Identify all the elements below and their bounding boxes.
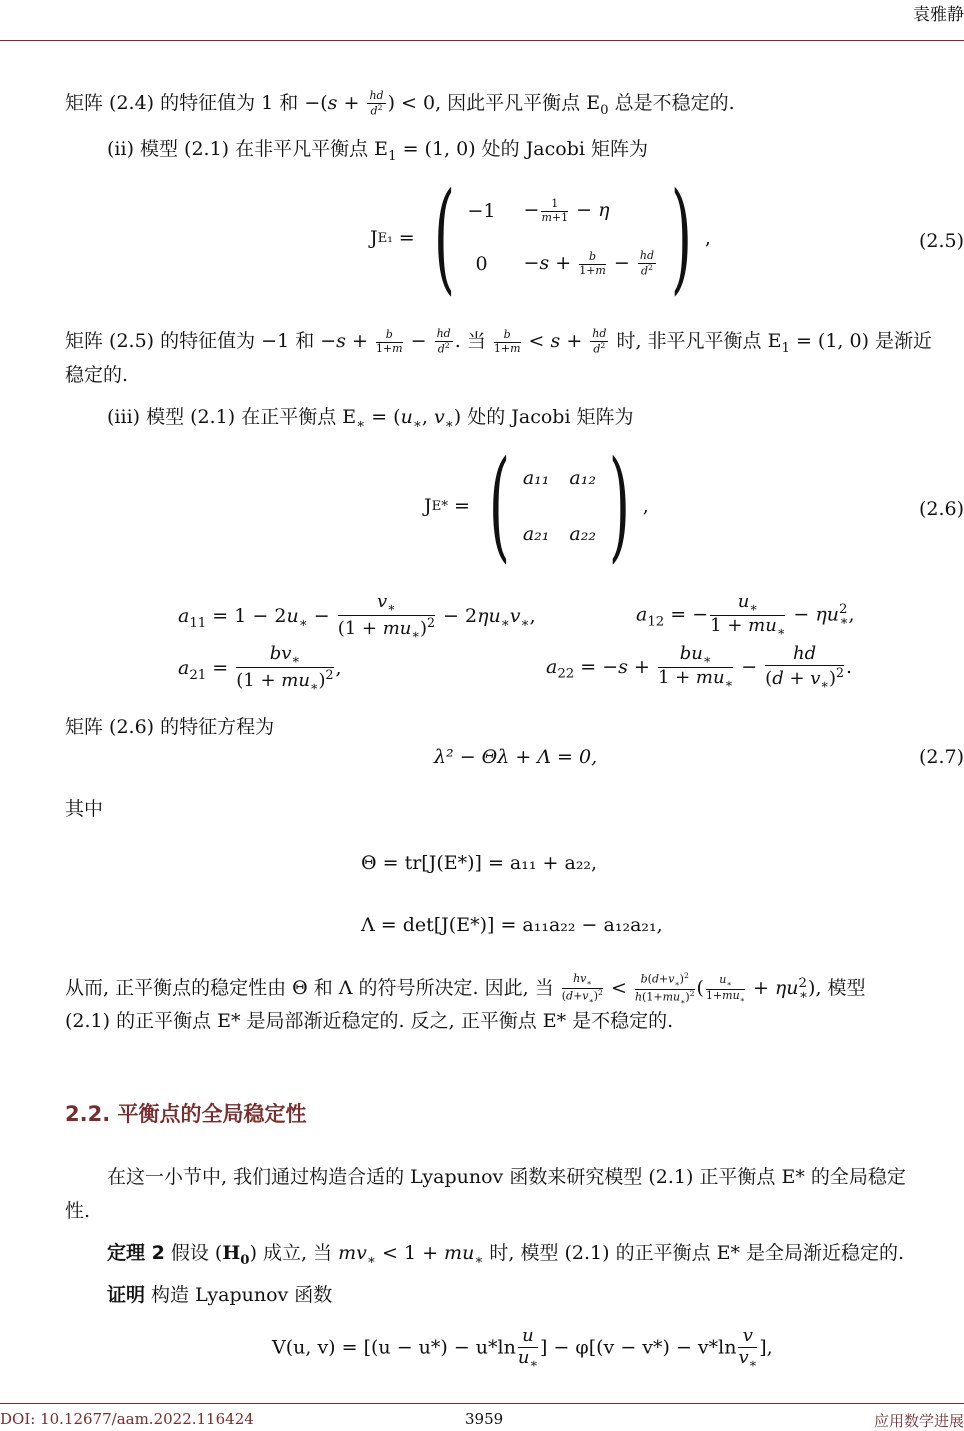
section-heading: 2.2. 平衡点的全局稳定性 xyxy=(65,1102,307,1126)
entry-a22: $a_{22} = -s$ + $\frac{bu_∗}{1 + mu_∗}$ − $\frac{hd}{(d + v_∗)^2}$ . xyxy=(546,643,853,692)
paragraph-eigenvalues-e1: 矩阵 (2.5) 的特征值为 −1 和 −s + $\frac{b}{1+m}$ − $\frac{hd}{d^2}$ . 当 $\frac{b}{1+m}$ < s + $\frac{hd}{d^2}$ 时, 非平凡平衡点 $E_1 = (1$, 0) 是渐近 xyxy=(65,327,933,356)
paragraph-global-intro-cont: 性. xyxy=(65,1200,91,1222)
equation-lyapunov: V(u, v) = [(u − u*) − u*ln $\frac{u}{u_∗}$ ] − φ[(v − v*) − v*ln $\frac{v}{v_∗}$ ], xyxy=(272,1325,773,1371)
paragraph-jacobi-e1: (ii) 模型 (2.1) 在非平凡平衡点 $E_1 = (1$, 0) 处的 Jacobi 矩阵为 xyxy=(107,138,648,164)
entry-a21: $a_{21}$ = $\frac{bv_∗}{(1 + mu_∗)^2}$ , xyxy=(178,643,342,694)
equation-lambda: Λ = det[J(E*)] = a₁₁a₂₂ − a₁₂a₂₁, xyxy=(361,914,663,936)
equation-theta: Θ = tr[J(E*)] = a₁₁ + a₂₂, xyxy=(361,852,598,874)
paragraph-characteristic: 矩阵 (2.6) 的特征方程为 xyxy=(65,716,275,738)
theorem-2: 定理 2 假设 $(H_0)$ 成立, 当 $mv_∗ < 1 + mu_∗$ 时, 模型 (2.1) 的正平衡点 E* 是全局渐近稳定的. xyxy=(107,1242,905,1268)
entry-a12: $a_{12}$ = − $\frac{u_∗}{1 + mu_∗}$ − $\eta u^2_∗$, xyxy=(636,591,855,639)
equation-number-2-6: (2.6) xyxy=(918,498,964,520)
equation-number-2-5: (2.5) xyxy=(918,230,964,252)
equation-number-2-7: (2.7) xyxy=(918,746,964,768)
paragraph-eigenvalues-e0: 矩阵 (2.4) 的特征值为 1 和 −(s + $\frac{hd}{d^2}$ ) < 0, 因此平凡平衡点 $E_0$ 总是不稳定的. xyxy=(65,89,735,118)
equation-2-6: J E* = ( a₁₁ a₁₂ a₂₁ a₂₂ ) , xyxy=(424,436,649,575)
footer-doi[interactable]: DOI: 10.12677/aam.2022.116424 xyxy=(0,1410,254,1428)
equation-2-7: λ² − Θλ + Λ = 0, xyxy=(434,746,598,768)
footer-journal: 应用数学进展 xyxy=(873,1412,964,1430)
equation-2-5: J E₁ = ( −1 − $\frac{1}{m+1}$ − η 0 −s + $\frac{b}{1+m}$ − $\frac{hd}{d^2}$ ) , xyxy=(370,168,711,307)
entry-a11: $a_{11} = 1 - 2u_∗$ − $\frac{v_∗}{(1 + mu_∗)^2}$ − $2\eta u_∗v_∗$, xyxy=(178,591,536,642)
paragraph-eigenvalues-e1-cont: 稳定的. xyxy=(65,364,129,386)
footer-page-number: 3959 xyxy=(465,1410,504,1428)
footer-rule xyxy=(0,1403,964,1404)
paragraph-local-stability: 从而, 正平衡点的稳定性由 Θ 和 Λ 的符号所决定. 因此, 当 $\frac{hv_∗}{(d+v_∗)^2}$ < $\frac{b(d+v_∗)^2}{h(1+mu_∗)^2}$ ( $\frac{u_∗}{1+mu_∗}$ + $\eta u^2_∗$), 模型 xyxy=(65,971,866,1006)
running-header-author: 袁雅静 xyxy=(913,5,964,25)
paragraph-global-intro: 在这一小节中, 我们通过构造合适的 Lyapunov 函数来研究模型 (2.1) 正平衡点 E* 的全局稳定 xyxy=(107,1166,906,1188)
paragraph-where: 其中 xyxy=(65,798,104,820)
paragraph-local-stability-cont: (2.1) 的正平衡点 E* 是局部渐近稳定的. 反之, 正平衡点 E* 是不稳定的. xyxy=(65,1010,674,1032)
proof-start: 证明 构造 Lyapunov 函数 xyxy=(107,1284,333,1306)
paragraph-jacobi-estar: (iii) 模型 (2.1) 在正平衡点 $E_∗ = (u_∗$, $v_∗$) 处的 Jacobi 矩阵为 xyxy=(107,406,634,432)
header-rule xyxy=(0,40,964,41)
